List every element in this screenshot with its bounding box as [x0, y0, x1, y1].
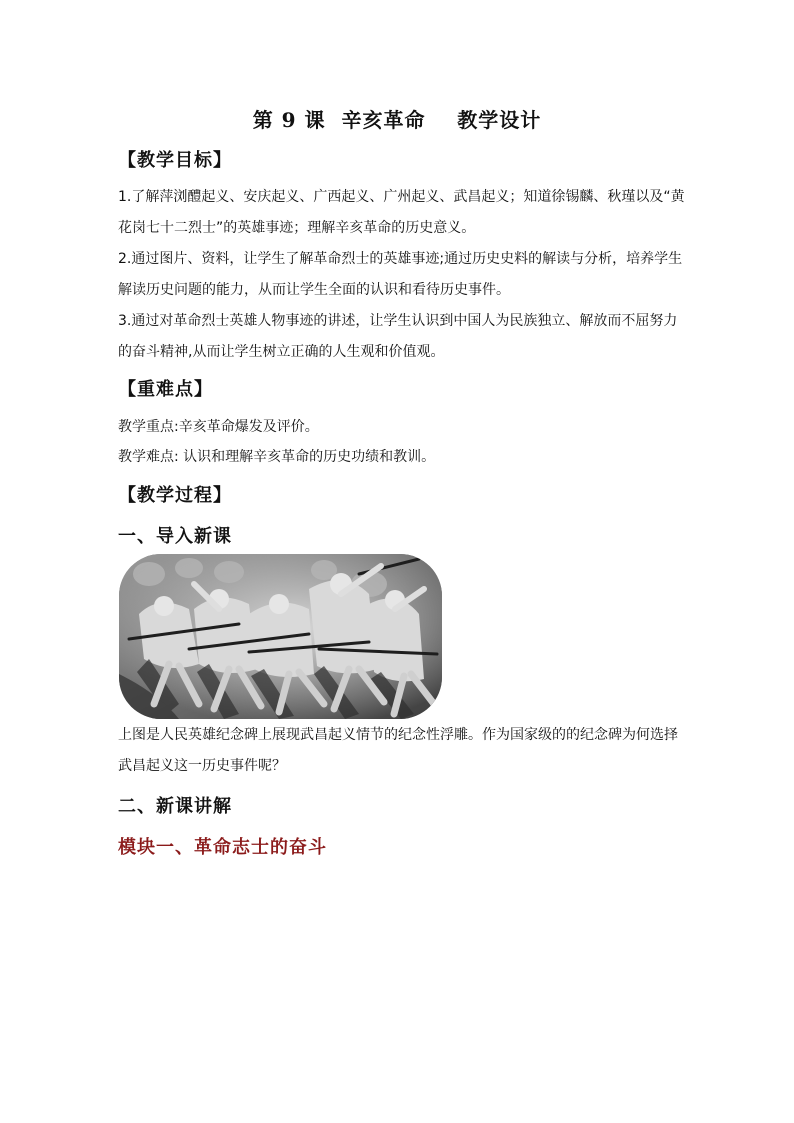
- image-caption: 上图是人民英雄纪念碑上展现武昌起义情节的纪念性浮雕。作为国家级的的纪念碑为何选择武昌起义这一历史事件呢？: [118, 727, 678, 774]
- page-title: 第 9 课 辛亥革命 教学设计: [252, 108, 542, 132]
- teaching-difficulty: 教学难点: 认识和理解辛亥革命的历史功绩和教训。: [118, 449, 436, 465]
- module1-heading: 模块一、革命志士的奋斗: [118, 837, 327, 858]
- section-heading-key-points: 【重难点】: [118, 379, 213, 400]
- part2-heading: 二、新课讲解: [118, 796, 232, 817]
- goal-item-3: 3.通过对革命烈士英雄人物事迹的讲述，让学生认识到中国人为民族独立、解放而不屈努力的奋斗精神,从而让学生树立正确的人生观和价值观。: [118, 313, 678, 360]
- goal-item-1: 1.了解萍浏醴起义、安庆起义、广西起义、广州起义、武昌起义；知道徐锡麟、秋瑾以及“黄花岗七十二烈士”的英雄事迹；理解辛亥革命的历史意义。: [118, 189, 685, 236]
- teaching-focus: 教学重点:辛亥革命爆发及评价。: [118, 419, 319, 435]
- section-heading-process: 【教学过程】: [118, 485, 232, 506]
- relief-image: [119, 554, 442, 719]
- goal-item-2: 2.通过图片、资料，让学生了解革命烈士的英雄事迹;通过历史史料的解读与分析，培养学生解读历史问题的能力，从而让学生全面的认识和看待历史事件。: [118, 251, 683, 298]
- part1-heading: 一、导入新课: [118, 526, 232, 547]
- section-heading-goals: 【教学目标】: [118, 150, 232, 171]
